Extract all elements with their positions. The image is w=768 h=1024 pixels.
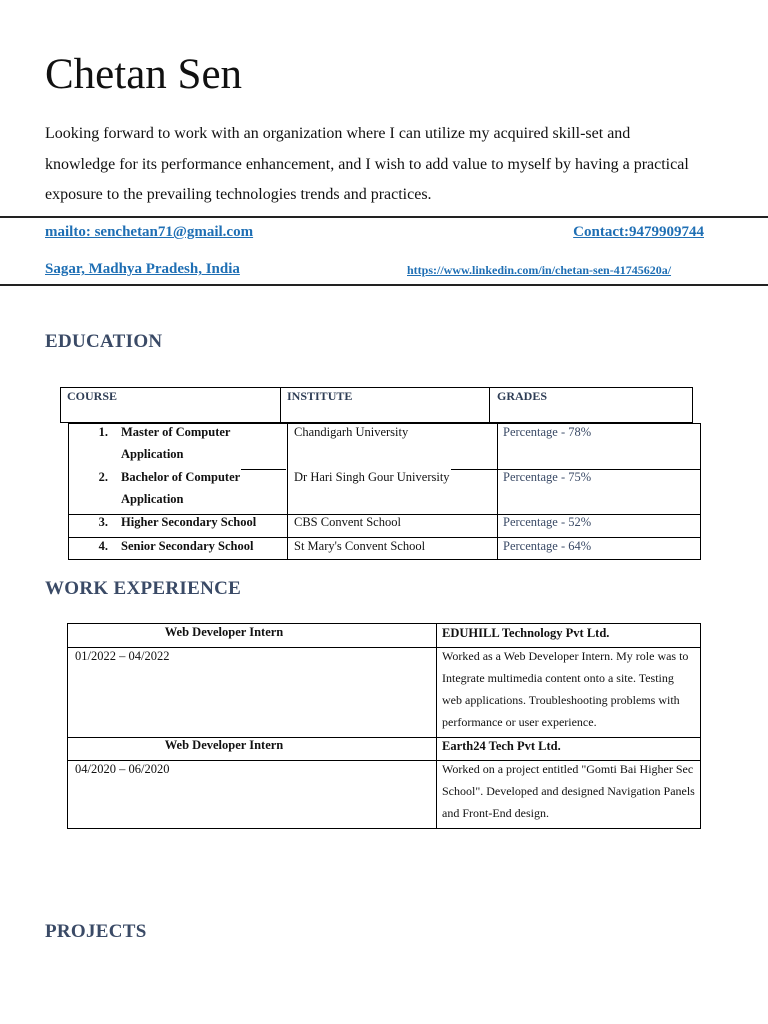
company-name: EDUHILL Technology Pvt Ltd.: [442, 626, 610, 640]
top-divider: [0, 216, 768, 218]
institute-name: St Mary's Convent School: [294, 539, 426, 553]
job-title: Web Developer Intern: [164, 625, 284, 639]
row-divider: [451, 469, 497, 470]
work-experience-table: [67, 623, 701, 829]
job-dates: 01/2022 – 04/2022: [75, 649, 170, 663]
linkedin-link[interactable]: https://www.linkedin.com/in/chetan-sen-41745620a/: [407, 263, 672, 277]
institute-name: Chandigarh University: [294, 425, 409, 439]
row-number: 2.: [98, 470, 108, 484]
email-link[interactable]: mailto: senchetan71@gmail.com: [45, 224, 254, 240]
candidate-name: Chetan Sen: [45, 51, 243, 98]
job-description: Worked as a Web Developer Intern. My role was to Integrate multimedia content onto a site. Testing web applications. Troubleshooting problems with performance or user experience.: [442, 649, 689, 729]
row-number: 3.: [98, 515, 108, 529]
col-divider: [287, 424, 288, 559]
work-experience-heading: WORK EXPERIENCE: [45, 578, 242, 599]
header-course: COURSE: [67, 389, 118, 403]
header-institute: INSTITUTE: [287, 389, 353, 403]
row-number: 1.: [98, 425, 108, 439]
institute-name: Dr Hari Singh Gour University: [294, 470, 450, 484]
institute-name: CBS Convent School: [294, 515, 401, 529]
grade-value: Percentage - 78%: [503, 425, 592, 439]
grade-value: Percentage - 52%: [503, 515, 592, 529]
phone-link[interactable]: Contact:9479909744: [573, 224, 704, 240]
bottom-divider: [0, 284, 768, 286]
job-description: Worked on a project entitled "Gomti Bai Higher Sec School". Developed and designed Navigation Panels and Front-End design.: [442, 762, 695, 820]
education-table: [68, 423, 701, 560]
course-name: Master of Computer Application: [121, 425, 231, 461]
education-heading: EDUCATION: [45, 331, 163, 352]
location-link[interactable]: Sagar, Madhya Pradesh, India: [45, 261, 240, 277]
career-objective: Looking forward to work with an organization where I can utilize my acquired skill-set and knowledge for its performance enhancement, and I wish to add value to myself by having a practical exposure to the prevailing technologies trends and practices.: [45, 125, 689, 203]
job-title: Web Developer Intern: [164, 738, 284, 752]
course-name: Senior Secondary School: [121, 539, 254, 553]
header-divider: [489, 388, 490, 422]
course-name: Higher Secondary School: [121, 515, 257, 529]
course-name: Bachelor of Computer Application: [121, 470, 240, 506]
company-name: Earth24 Tech Pvt Ltd.: [442, 739, 561, 753]
header-grades: GRADES: [497, 389, 548, 403]
education-header-row: [60, 387, 693, 423]
grade-value: Percentage - 64%: [503, 539, 592, 553]
grade-value: Percentage - 75%: [503, 470, 592, 484]
col-divider: [436, 624, 437, 828]
header-divider: [280, 388, 281, 422]
projects-heading: PROJECTS: [45, 921, 147, 942]
col-divider: [497, 424, 498, 559]
row-number: 4.: [98, 539, 108, 553]
job-dates: 04/2020 – 06/2020: [75, 762, 170, 776]
